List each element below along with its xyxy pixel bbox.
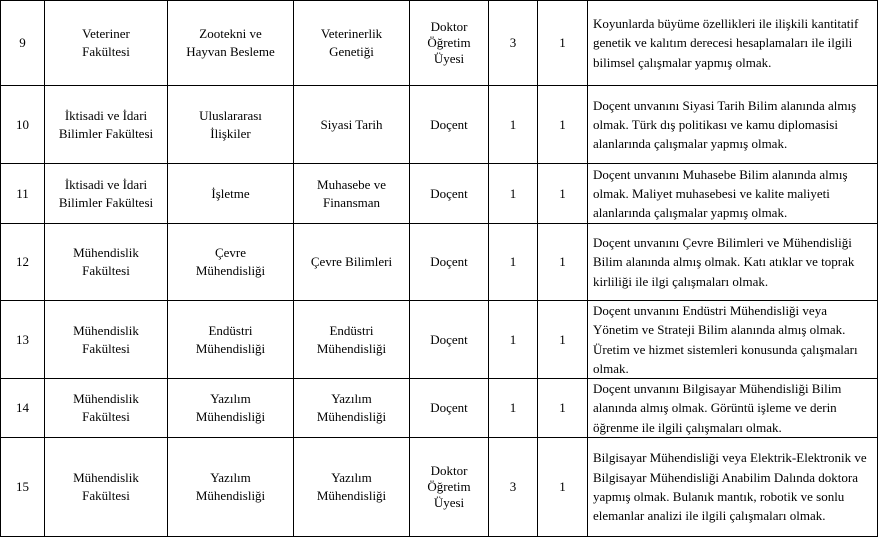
faculty-cell: Mühendislik Fakültesi — [45, 438, 168, 537]
table-row — [1, 1, 878, 86]
table-row — [1, 438, 878, 537]
faculty-cell: Veteriner Fakültesi — [45, 1, 168, 86]
count1-cell: 1 — [489, 164, 538, 224]
count2-cell: 1 — [538, 86, 588, 164]
department-cell: Zootekni ve Hayvan Besleme — [168, 1, 294, 86]
row-number: 12 — [1, 224, 45, 301]
count1-cell: 1 — [489, 224, 538, 301]
table-row — [1, 224, 878, 301]
count2-cell: 1 — [538, 438, 588, 537]
title-cell: Doçent — [410, 379, 489, 438]
field-cell: Siyasi Tarih — [294, 86, 410, 164]
row-number: 9 — [1, 1, 45, 86]
table-row — [1, 301, 878, 379]
requirement-cell: Koyunlarda büyüme özellikleri ile ilişkili kantitatif genetik ve kalıtım derecesi hesaplamaları ile ilgili bilimsel çalışmalar yapmış olmak. — [588, 1, 878, 86]
title-cell: Doktor Öğretim Üyesi — [410, 1, 489, 86]
field-cell: Muhasebe ve Finansman — [294, 164, 410, 224]
department-cell: Yazılım Mühendisliği — [168, 379, 294, 438]
table-row — [1, 164, 878, 224]
count1-cell: 1 — [489, 379, 538, 438]
requirement-cell: Doçent unvanını Endüstri Mühendisliği veya Yönetim ve Strateji Bilim alanında almış olmak. Üretim ve hizmet sistemleri konusunda çalışmaları olmak. — [588, 301, 878, 379]
count1-cell: 1 — [489, 86, 538, 164]
field-cell: Veterinerlik Genetiği — [294, 1, 410, 86]
row-number: 14 — [1, 379, 45, 438]
faculty-cell: Mühendislik Fakültesi — [45, 224, 168, 301]
field-cell: Yazılım Mühendisliği — [294, 438, 410, 537]
department-cell: Çevre Mühendisliği — [168, 224, 294, 301]
count2-cell: 1 — [538, 301, 588, 379]
requirement-cell: Doçent unvanını Siyasi Tarih Bilim alanında almış olmak. Türk dış politikası ve kamu diplomasisi alanlarında çalışmalar yapmış olmak. — [588, 86, 878, 164]
faculty-cell: Mühendislik Fakültesi — [45, 301, 168, 379]
faculty-cell: Mühendislik Fakültesi — [45, 379, 168, 438]
title-cell: Doçent — [410, 301, 489, 379]
title-cell: Doçent — [410, 86, 489, 164]
count2-cell: 1 — [538, 224, 588, 301]
department-cell: Uluslararası İlişkiler — [168, 86, 294, 164]
field-cell: Yazılım Mühendisliği — [294, 379, 410, 438]
requirement-cell: Bilgisayar Mühendisliği veya Elektrik-Elektronik ve Bilgisayar Mühendisliği Anabilim Dalında doktora yapmış olmak. Bulanık mantık, robotik ve sonlu elemanlar analizi ile ilgili çalışmaları olmak. — [588, 438, 878, 537]
field-cell: Çevre Bilimleri — [294, 224, 410, 301]
field-cell: Endüstri Mühendisliği — [294, 301, 410, 379]
count2-cell: 1 — [538, 1, 588, 86]
row-number: 10 — [1, 86, 45, 164]
department-cell: İşletme — [168, 164, 294, 224]
requirement-cell: Doçent unvanını Bilgisayar Mühendisliği Bilim alanında almış olmak. Görüntü işleme ve derin öğrenme ile ilgili çalışmaları olmak. — [588, 379, 878, 438]
count1-cell: 3 — [489, 1, 538, 86]
department-cell: Endüstri Mühendisliği — [168, 301, 294, 379]
requirement-cell: Doçent unvanını Çevre Bilimleri ve Mühendisliği Bilim alanında almış olmak. Katı atıklar ve toprak kirliliği ile ilgi çalışmaları olmak. — [588, 224, 878, 301]
title-cell: Doçent — [410, 224, 489, 301]
row-number: 11 — [1, 164, 45, 224]
count1-cell: 3 — [489, 438, 538, 537]
row-number: 13 — [1, 301, 45, 379]
faculty-cell: İktisadi ve İdari Bilimler Fakültesi — [45, 86, 168, 164]
count2-cell: 1 — [538, 164, 588, 224]
faculty-cell: İktisadi ve İdari Bilimler Fakültesi — [45, 164, 168, 224]
table-row — [1, 86, 878, 164]
row-number: 15 — [1, 438, 45, 537]
count1-cell: 1 — [489, 301, 538, 379]
title-cell: Doktor Öğretim Üyesi — [410, 438, 489, 537]
department-cell: Yazılım Mühendisliği — [168, 438, 294, 537]
count2-cell: 1 — [538, 379, 588, 438]
title-cell: Doçent — [410, 164, 489, 224]
requirement-cell: Doçent unvanını Muhasebe Bilim alanında almış olmak. Maliyet muhasebesi ve kalite maliyeti alanlarında çalışmalar yapmış olmak. — [588, 164, 878, 224]
table-row — [1, 379, 878, 438]
